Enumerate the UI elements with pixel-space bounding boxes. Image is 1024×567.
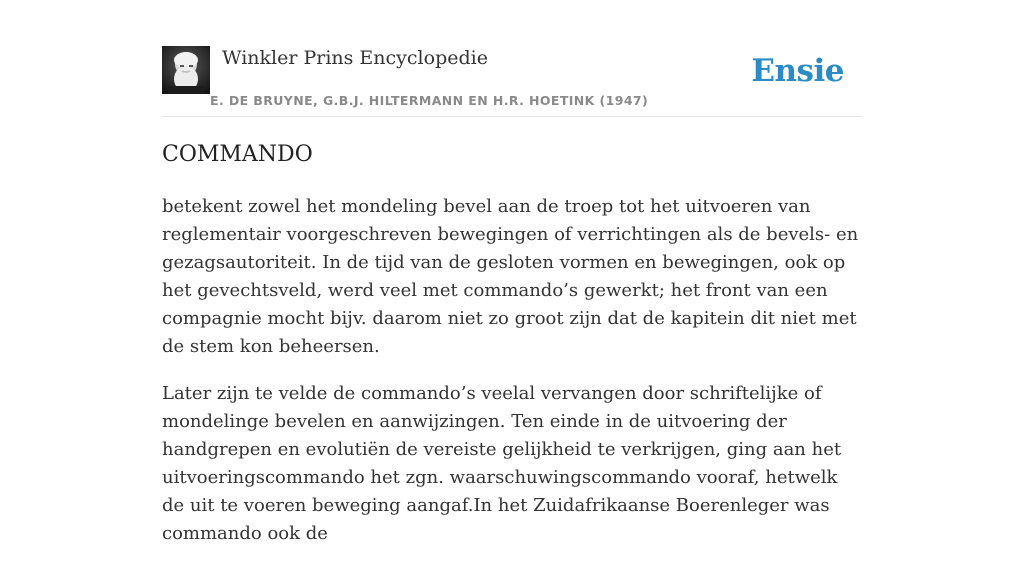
author-avatar <box>162 46 210 94</box>
brand-logo[interactable]: Ensie <box>751 53 844 89</box>
site-title[interactable]: Winkler Prins Encyclopedie <box>222 47 488 69</box>
article-paragraph-2: Later zijn te velde de commando’s veelal vervangen door schriftelijke of mondelinge bevelen en aanwijzingen. Ten einde in de uitvoering der handgrepen en evolutiën de vereiste gelijkheid te verkrijgen, ging aan het uitvoeringscommando het zgn. waarschuwingscommando vooraf, hetwelk de uit te voeren beweging aangaf.In het Zuidafrikaanse Boerenleger was commando ook de <box>162 383 842 544</box>
portrait-icon <box>162 46 210 94</box>
authors-line: E. DE BRUYNE, G.B.J. HILTERMANN EN H.R. HOETINK (1947) <box>210 93 649 108</box>
article-paragraph-1: betekent zowel het mondeling bevel aan de troep tot het uitvoeren van reglementair voorgeschreven bewegingen of verrichtingen als de bevels- en gezagsautoriteit. In de tijd van de gesloten vormen en bewegingen, ook op het gevechtsveld, werd veel met commando’s gewerkt; het front van een compagnie mocht bijv. daarom niet zo groot zijn dat de kapitein dit niet met de stem kon beheersen. <box>162 196 859 357</box>
site-header <box>162 46 862 117</box>
article-title: COMMANDO <box>162 142 313 167</box>
article-content <box>162 138 862 567</box>
